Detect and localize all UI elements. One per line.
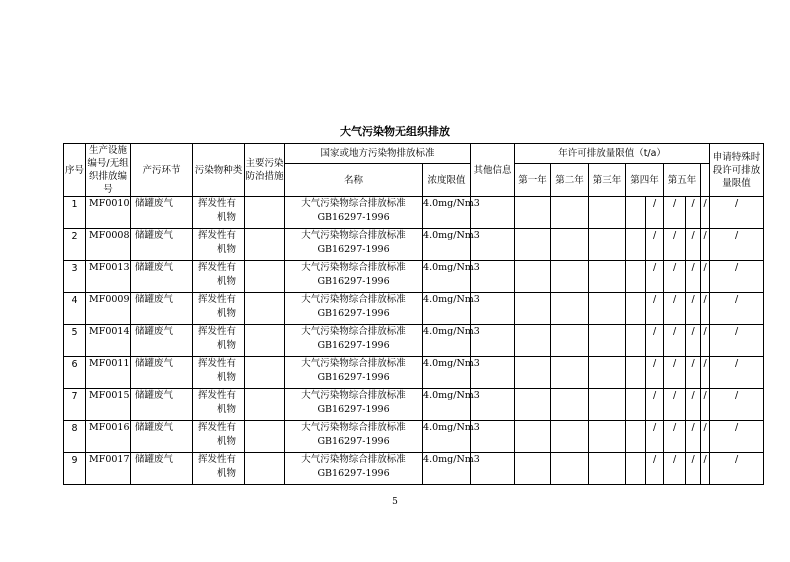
row-year5: / <box>710 325 764 357</box>
row-pollutant: 挥发性有机物 <box>193 325 245 357</box>
table-row <box>64 325 764 357</box>
row-year3: / <box>686 357 701 389</box>
row-control <box>245 229 285 261</box>
row-standard: 大气污染物综合排放标准GB16297-1996 <box>285 421 423 453</box>
row-year1: / <box>646 293 664 325</box>
header-year2: 第二年 <box>551 164 589 197</box>
row-year4: / <box>701 389 710 421</box>
row-year1: / <box>646 453 664 485</box>
row-standard: 大气污染物综合排放标准GB16297-1996 <box>285 357 423 389</box>
row-index: 4 <box>64 293 86 325</box>
header-facility: 生产设施编号/无组织排放编号 <box>87 145 129 195</box>
header-annual-group: 年许可排放量限值（t/a） <box>515 144 710 164</box>
row-year-blank <box>515 325 551 357</box>
row-process: 储罐废气 <box>131 389 193 421</box>
row-concentration: 4.0mg/Nm3 <box>423 453 471 485</box>
row-standard: 大气污染物综合排放标准GB16297-1996 <box>285 389 423 421</box>
table-row <box>64 197 764 229</box>
row-year-blank <box>551 229 589 261</box>
page-number: 5 <box>392 497 398 507</box>
row-year-blank <box>589 357 626 389</box>
row-year5: / <box>710 357 764 389</box>
row-year-blank <box>551 261 589 293</box>
row-process: 储罐废气 <box>131 421 193 453</box>
row-year1: / <box>646 197 664 229</box>
row-index: 2 <box>64 229 86 261</box>
row-process: 储罐废气 <box>131 261 193 293</box>
row-concentration: 4.0mg/Nm3 <box>423 197 471 229</box>
row-process: 储罐废气 <box>131 325 193 357</box>
row-year2: / <box>664 261 686 293</box>
row-year-blank <box>551 197 589 229</box>
row-year-blank <box>626 293 646 325</box>
row-concentration: 4.0mg/Nm3 <box>423 261 471 293</box>
row-facility-id: MF0011 <box>86 357 131 389</box>
row-control <box>245 357 285 389</box>
row-year-blank <box>551 453 589 485</box>
row-year4: / <box>701 325 710 357</box>
row-control <box>245 261 285 293</box>
row-standard: 大气污染物综合排放标准GB16297-1996 <box>285 261 423 293</box>
row-standard: 大气污染物综合排放标准GB16297-1996 <box>285 325 423 357</box>
row-year-blank <box>515 389 551 421</box>
row-year-blank <box>515 293 551 325</box>
header-pollutant: 污染物种类 <box>193 144 245 197</box>
row-year5: / <box>710 197 764 229</box>
row-year4: / <box>701 453 710 485</box>
row-control <box>245 389 285 421</box>
row-index: 1 <box>64 197 86 229</box>
row-index: 5 <box>64 325 86 357</box>
row-year4: / <box>701 197 710 229</box>
header-year1: 第一年 <box>515 164 551 197</box>
table-row <box>64 229 764 261</box>
row-year-blank <box>551 293 589 325</box>
header-standard-group: 国家或地方污染物排放标准 <box>285 144 471 164</box>
header-standard-name: 名称 <box>285 164 423 197</box>
row-pollutant: 挥发性有机物 <box>193 421 245 453</box>
table-row <box>64 453 764 485</box>
row-year3: / <box>686 197 701 229</box>
row-year-blank <box>626 229 646 261</box>
row-year-blank <box>551 389 589 421</box>
row-pollutant: 挥发性有机物 <box>193 293 245 325</box>
row-year-blank <box>589 421 626 453</box>
table-row <box>64 389 764 421</box>
row-year-blank <box>515 229 551 261</box>
row-index: 3 <box>64 261 86 293</box>
row-year5: / <box>710 261 764 293</box>
row-year5: / <box>710 453 764 485</box>
emission-table <box>63 143 764 485</box>
row-year5: / <box>710 421 764 453</box>
row-process: 储罐废气 <box>131 453 193 485</box>
row-control <box>245 325 285 357</box>
row-year5: / <box>710 229 764 261</box>
row-index: 6 <box>64 357 86 389</box>
row-year-blank <box>626 421 646 453</box>
row-process: 储罐废气 <box>131 229 193 261</box>
row-year-blank <box>626 261 646 293</box>
row-year4: / <box>701 357 710 389</box>
row-pollutant: 挥发性有机物 <box>193 197 245 229</box>
row-year2: / <box>664 357 686 389</box>
row-process: 储罐废气 <box>131 293 193 325</box>
row-facility-id: MF0009 <box>86 293 131 325</box>
row-year-blank <box>589 197 626 229</box>
header-year5: 第五年 <box>664 164 701 197</box>
row-year-blank <box>515 421 551 453</box>
page-title: 大气污染物无组织排放 <box>340 125 450 138</box>
row-facility-id: MF0010 <box>86 197 131 229</box>
row-year1: / <box>646 421 664 453</box>
row-control <box>245 453 285 485</box>
row-process: 储罐废气 <box>131 197 193 229</box>
row-year-blank <box>515 261 551 293</box>
row-year-blank <box>589 261 626 293</box>
row-year-blank <box>551 421 589 453</box>
table-row <box>64 357 764 389</box>
table-row <box>64 421 764 453</box>
row-year1: / <box>646 389 664 421</box>
row-concentration: 4.0mg/Nm3 <box>423 357 471 389</box>
row-year4: / <box>701 229 710 261</box>
row-year3: / <box>686 325 701 357</box>
row-pollutant: 挥发性有机物 <box>193 229 245 261</box>
row-index: 8 <box>64 421 86 453</box>
row-year-blank <box>626 197 646 229</box>
row-year3: / <box>686 421 701 453</box>
row-year2: / <box>664 229 686 261</box>
row-year2: / <box>664 389 686 421</box>
row-facility-id: MF0014 <box>86 325 131 357</box>
row-year-blank <box>515 357 551 389</box>
row-year-blank <box>589 325 626 357</box>
row-year-blank <box>626 453 646 485</box>
row-index: 9 <box>64 453 86 485</box>
row-year-blank <box>589 229 626 261</box>
row-year1: / <box>646 261 664 293</box>
header-index: 序号 <box>64 144 86 197</box>
row-control <box>245 197 285 229</box>
row-concentration: 4.0mg/Nm3 <box>423 389 471 421</box>
row-year3: / <box>686 389 701 421</box>
header-other: 其他信息 <box>471 144 515 197</box>
row-year-blank <box>515 197 551 229</box>
header-concentration: 浓度限值 <box>423 164 471 197</box>
row-concentration: 4.0mg/Nm3 <box>423 325 471 357</box>
row-control <box>245 293 285 325</box>
table-row <box>64 293 764 325</box>
row-pollutant: 挥发性有机物 <box>193 389 245 421</box>
row-year2: / <box>664 453 686 485</box>
row-year-blank <box>551 325 589 357</box>
row-concentration: 4.0mg/Nm3 <box>423 421 471 453</box>
row-year2: / <box>664 325 686 357</box>
row-year3: / <box>686 229 701 261</box>
row-process: 储罐废气 <box>131 357 193 389</box>
row-facility-id: MF0016 <box>86 421 131 453</box>
row-year1: / <box>646 229 664 261</box>
row-concentration: 4.0mg/Nm3 <box>423 293 471 325</box>
row-concentration: 4.0mg/Nm3 <box>423 229 471 261</box>
row-year-blank <box>626 357 646 389</box>
row-year4: / <box>701 261 710 293</box>
header-control: 主要污染防治措施 <box>245 144 285 197</box>
row-facility-id: MF0015 <box>86 389 131 421</box>
header-year4: 第四年 <box>626 164 664 197</box>
header-year-extra <box>701 164 710 197</box>
row-year-blank <box>626 389 646 421</box>
row-standard: 大气污染物综合排放标准GB16297-1996 <box>285 453 423 485</box>
row-year5: / <box>710 389 764 421</box>
header-process: 产污环节 <box>131 144 193 197</box>
row-year-blank <box>589 453 626 485</box>
row-year-blank <box>626 325 646 357</box>
row-standard: 大气污染物综合排放标准GB16297-1996 <box>285 229 423 261</box>
row-standard: 大气污染物综合排放标准GB16297-1996 <box>285 197 423 229</box>
row-year5: / <box>710 293 764 325</box>
row-year-blank <box>589 389 626 421</box>
row-pollutant: 挥发性有机物 <box>193 357 245 389</box>
row-year-blank <box>551 357 589 389</box>
row-control <box>245 421 285 453</box>
row-standard: 大气污染物综合排放标准GB16297-1996 <box>285 293 423 325</box>
table-row <box>64 261 764 293</box>
row-facility-id: MF0017 <box>86 453 131 485</box>
row-year-blank <box>589 293 626 325</box>
row-pollutant: 挥发性有机物 <box>193 261 245 293</box>
row-facility-id: MF0008 <box>86 229 131 261</box>
row-year4: / <box>701 293 710 325</box>
row-year-blank <box>515 453 551 485</box>
header-year3: 第三年 <box>589 164 626 197</box>
row-year3: / <box>686 453 701 485</box>
row-year1: / <box>646 325 664 357</box>
header-special: 申请特殊时段许可排放量限值 <box>710 144 764 197</box>
row-year2: / <box>664 421 686 453</box>
row-year3: / <box>686 293 701 325</box>
row-year3: / <box>686 261 701 293</box>
row-year1: / <box>646 357 664 389</box>
row-year4: / <box>701 421 710 453</box>
row-year2: / <box>664 293 686 325</box>
row-facility-id: MF0013 <box>86 261 131 293</box>
row-year2: / <box>664 197 686 229</box>
row-index: 7 <box>64 389 86 421</box>
row-pollutant: 挥发性有机物 <box>193 453 245 485</box>
